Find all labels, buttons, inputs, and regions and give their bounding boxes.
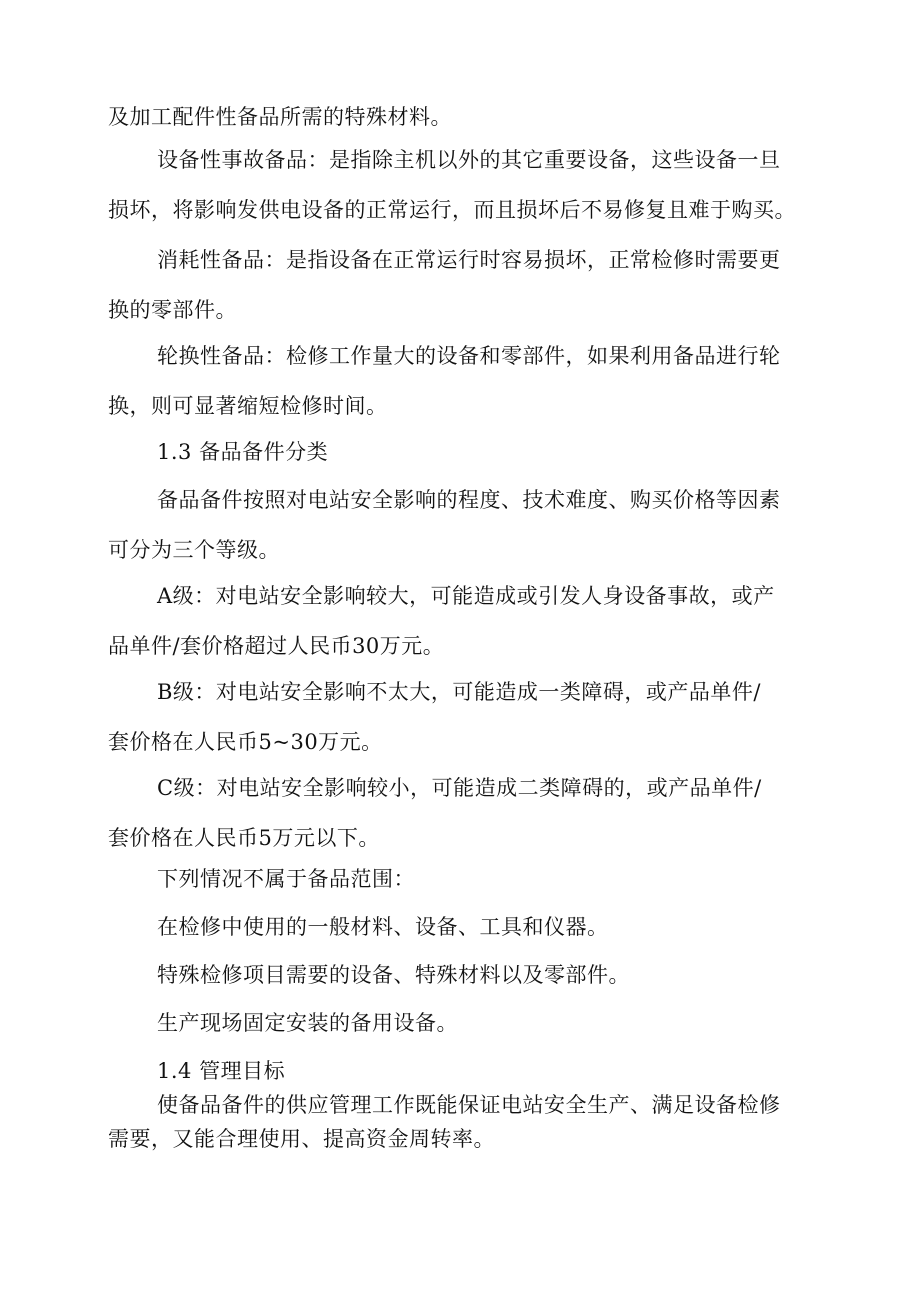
text-line: 及加工配件性备品所需的特殊材料。 bbox=[108, 105, 452, 129]
text-line: 换，则可显著缩短检修时间。 bbox=[108, 394, 388, 418]
paragraph-consumable-spares bbox=[108, 235, 843, 335]
paragraph-exclusion-general bbox=[108, 902, 843, 952]
text-line: 套价格在人民币5~30万元。 bbox=[108, 730, 383, 754]
section-heading-1-4 bbox=[108, 1054, 843, 1088]
text-line: A级：对电站安全影响较大，可能造成或引发人身设备事故，或产 bbox=[157, 584, 775, 608]
paragraph-exclusion-fixed bbox=[108, 998, 843, 1048]
text-line: 损坏，将影响发供电设备的正常运行，而且损坏后不易修复且难于购买。 bbox=[108, 198, 796, 222]
paragraph-exclusion-special bbox=[108, 950, 843, 1000]
heading-text: 1.3 备品备件分类 bbox=[157, 440, 329, 464]
text-line: B级：对电站安全影响不太大，可能造成一类障碍，或产品单件/ bbox=[157, 680, 762, 704]
paragraph-rotation-spares bbox=[108, 331, 843, 431]
text-line: 特殊检修项目需要的设备、特殊材料以及零部件。 bbox=[157, 963, 630, 987]
text-line: 在检修中使用的一般材料、设备、工具和仪器。 bbox=[157, 915, 609, 939]
heading-text: 1.4 管理目标 bbox=[157, 1059, 286, 1083]
paragraph-level-b bbox=[108, 667, 843, 767]
paragraph-exclusions-intro bbox=[108, 854, 843, 904]
paragraph-level-c bbox=[108, 763, 843, 863]
text-line: 轮换性备品：检修工作量大的设备和零部件，如果利用备品进行轮 bbox=[157, 344, 781, 368]
text-line: 使备品备件的供应管理工作既能保证电站安全生产、满足设备检修 bbox=[157, 1093, 781, 1117]
text-line: 可分为三个等级。 bbox=[108, 538, 280, 562]
text-line: 生产现场固定安装的备用设备。 bbox=[157, 1011, 458, 1035]
paragraph-classification bbox=[108, 475, 843, 575]
text-line: 备品备件按照对电站安全影响的程度、技术难度、购买价格等因素 bbox=[157, 488, 781, 512]
paragraph-level-a bbox=[108, 571, 843, 671]
text-line: 下列情况不属于备品范围： bbox=[157, 867, 415, 891]
text-line: 品单件/套价格超过人民币30万元。 bbox=[108, 634, 445, 658]
text-line: 消耗性备品：是指设备在正常运行时容易损坏，正常检修时需要更 bbox=[157, 248, 781, 272]
text-line: 套价格在人民币5万元以下。 bbox=[108, 826, 380, 850]
section-heading-1-3 bbox=[108, 427, 843, 477]
paragraph-accident-spares bbox=[108, 135, 843, 235]
text-line: 设备性事故备品：是指除主机以外的其它重要设备，这些设备一旦 bbox=[157, 148, 781, 172]
paragraph-management-goal bbox=[108, 1088, 843, 1156]
text-line: C级：对电站安全影响较小，可能造成二类障碍的，或产品单件/ bbox=[157, 776, 762, 800]
text-line: 换的零部件。 bbox=[108, 298, 237, 322]
text-line: 需要，又能合理使用、提高资金周转率。 bbox=[108, 1127, 495, 1151]
